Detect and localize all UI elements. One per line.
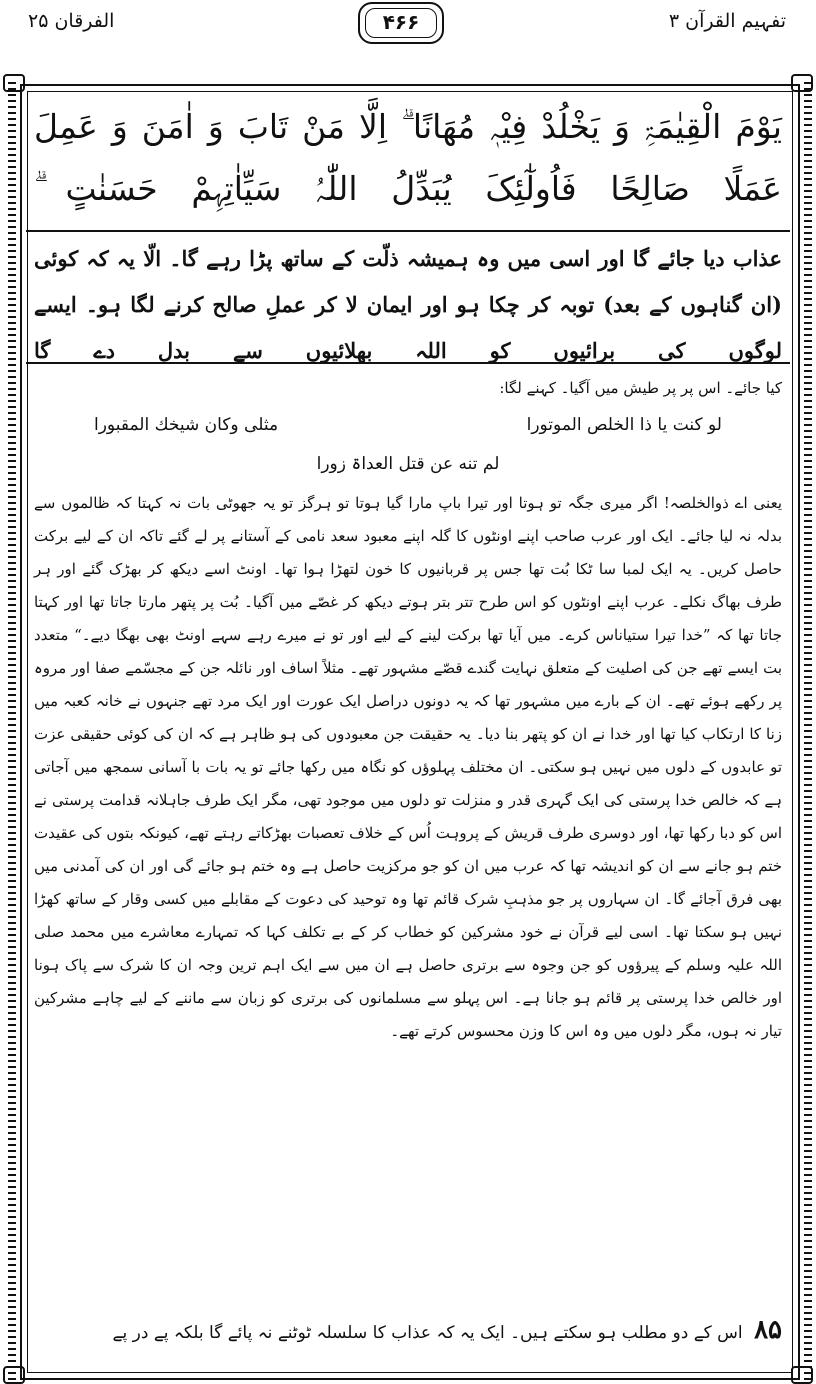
commentary-intro: کیا جائے۔ اس پر پر طیش میں آگیا۔ کہنے لگا: xyxy=(499,379,782,397)
bottom-right-capital-ornament xyxy=(791,1366,813,1384)
footnote-text: اس کے دو مطلب ہو سکتے ہیں۔ ایک یہ کہ عذاب کا سلسلہ ٹوٹنے نہ پائے گا بلکہ پے در پے xyxy=(112,1323,743,1343)
left-column-ornament xyxy=(8,80,16,1380)
footnote xyxy=(34,1310,782,1353)
arabic-verse-text: یَوْمَ الْقِیٰمَۃِ وَ یَخْلُدْ فِیْہٖ مُھَانًا ۗ اِلَّا مَنْ تَابَ وَ اٰمَنَ وَ عَمِلَ عَمَلًا صَالِحًا فَاُولٰٓئِکَ یُبَدِّلُ اللّٰہُ سَیِّاٰتِہِمْ حَسَنٰتٍ ۗ xyxy=(34,107,782,208)
poetry-couplet xyxy=(34,409,782,442)
poetry-hemistich-left: مثلی وکان شیخك المقبورا xyxy=(94,415,279,435)
divider-line xyxy=(26,230,790,232)
page-number-medallion: ۴۶۶ xyxy=(358,2,444,44)
book-title: تفہیم القرآن ۳ xyxy=(668,10,786,32)
poetry-hemistich-right: لو کنت یا ذا الخلص الموتورا xyxy=(526,415,722,435)
quran-arabic-text xyxy=(34,96,782,220)
commentary-body: یعنی اے ذوالخلصہ! اگر میری جگہ تو ہوتا اور تیرا باپ مارا گیا ہوتا تو ہرگز تو یہ جھوٹی بات نہ کہتا کہ ظالموں سے بدلہ نہ لیا جائے۔ ایک اور عرب صاحب اپنے اونٹوں کا گلہ اپنے معبود سعد نامی کے آستانے پر لے گئے تاکہ ان کے لیے برکت حاصل کریں۔ یہ ایک لمبا سا ٹکا بُت تھا جس پر قربانیوں کا خون لتھڑا ہوا تھا۔ اونٹ اسے دیکھ کر بھڑک گئے اور ہر طرف بھاگ نکلے۔ عرب اپنے اونٹوں کو اس طرح تتر بتر ہوتے دیکھ کر غصّے میں آگیا۔ بُت پر پتھر مارتا جاتا تھا اور کہتا جاتا تھا کہ ”خدا تیرا ستیاناس کرے۔ میں آیا تھا برکت لینے کے لیے اور تو نے میرے رہے سہے اونٹ بھی بھگا دیے۔“ متعدد بت ایسے تھے جن کی اصلیت کے متعلق نہایت گندے قصّے مشہور تھے۔ مثلاً اساف اور نائلہ جن کے مجسّمے صفا اور مروہ پر رکھے ہوئے تھے۔ ان کے بارے میں مشہور تھا کہ یہ دونوں دراصل ایک عورت اور ایک مرد تھے جنہوں نے خانہ کعبہ میں زنا کا ارتکاب کیا تھا اور خدا نے ان کو پتھر بنا دیا۔ یہ حقیقت جن معبودوں کی ہو ظاہر ہے کہ ان کی کوئی حقیقی عزت تو عابدوں کے دلوں میں نہیں ہو سکتی۔ ان مختلف پہلوؤں کو نگاہ میں رکھا جائے تو یہ بات با آسانی سمجھ میں آجاتی ہے کہ خالص خدا پرستی کی ایک گہری قدر و منزلت تو دلوں میں موجود تھی، مگر ایک طرف جاہلانہ قدامت پرستی نے اس کو دبا رکھا تھا، اور دوسری طرف قریش کے پروہت اُس کے خلاف تعصبات بھڑکاتے رہتے تھے، کیونکہ بتوں کی عقیدت ختم ہو جانے سے ان کو اندیشہ تھا کہ عرب میں ان کو جو مرکزیت حاصل ہے وہ ختم ہو جائے گی اور ان کی آمدنی میں بھی فرق آجائے گا۔ ان سہاروں پر جو مذہبِ شرک قائم تھا وہ توحید کی دعوت کے مقابلے میں کسی وقار کے ساتھ کھڑا نہیں ہو سکتا تھا۔ اسی لیے قرآن نے خود مشرکین کو خطاب کر کے بے تکلف کہا کہ تمہارے معاشرے میں محمد صلی اللہ علیہ وسلم کے پیرؤوں کو جن وجوہ سے برتری حاصل ہے ان میں سے ایک اہم ترین وجہ ان کا شرک سے پاک ہونا اور خالص خدا پرستی پر قائم ہو جانا ہے۔ اس پہلو سے مسلمانوں کی برتری کو زبان سے ماننے کے لیے چاہے مشرکین تیار نہ ہوں، مگر دلوں میں وہ اس کا وزن محسوس کرتے تھے۔ xyxy=(34,494,783,1040)
surah-reference: الفرقان ۲۵ xyxy=(28,10,115,32)
top-right-capital-ornament xyxy=(791,74,813,92)
right-column-ornament xyxy=(804,80,812,1380)
footnote-number: ۸۵ xyxy=(754,1315,782,1345)
top-left-capital-ornament xyxy=(3,74,25,92)
bottom-left-capital-ornament xyxy=(3,1366,25,1384)
urdu-translation: عذاب دیا جائے گا اور اسی میں وہ ہمیشہ ذلّت کے ساتھ پڑا رہے گا۔ الّا یہ کہ کوئی (ان گناہوں کے بعد) توبہ کر چکا ہو اور ایمان لا کر عملِ صالح کرنے لگا ہو۔ ایسے لوگوں کی برائیوں کو اللہ بھلائیوں سے بدل دے گا xyxy=(34,246,782,363)
poetry-line: لم تنه عن قتل العداۃ زورا xyxy=(316,454,500,474)
commentary-section xyxy=(34,372,782,1048)
divider-line xyxy=(26,362,790,364)
page-header xyxy=(0,0,816,46)
